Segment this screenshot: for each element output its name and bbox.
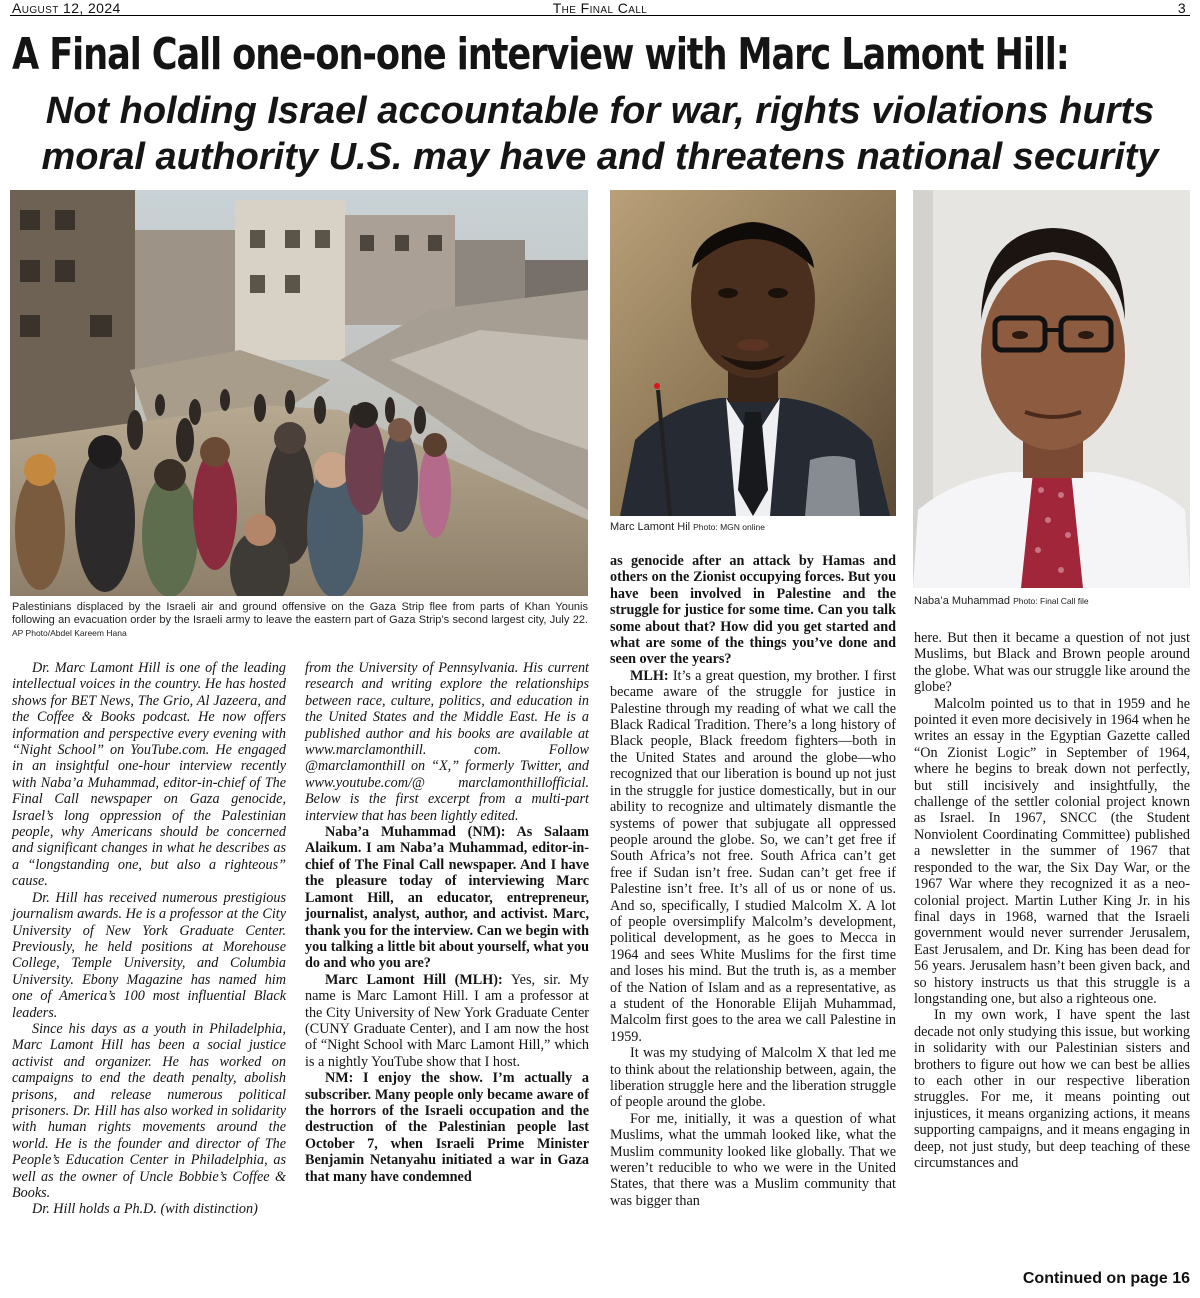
answer-paragraph: here. But then it became a question of not just Muslims, but Black and Brown people around the globe. What was our struggle like around the globe? xyxy=(914,630,1190,696)
subheadline-line-1: Not holding Israel accountable for war, rights violations hurts xyxy=(45,90,1155,132)
intro-paragraph: Dr. Hill has received numerous prestigious journalism awards. He is a professor at the City University of New York Graduate Center. Previously, he held positions at Morehouse College, Temple University, and Columbia University. Ebony Magazine has named him one of America’s 100 most influential Black leaders. xyxy=(12,889,286,1021)
intro-paragraph: Since his days as a youth in Philadelphia, Marc Lamont Hill has been a social justice activist and organizer. He has worked on campaigns to end the death penalty, abolish prisons, and release numerous political prisoners. Dr. Hill has also worked in solidarity with human rights movements around the world. He is the founder and director of The People’s Education Center in Philadelphia, as well as the owner of Uncle Bobbie’s Coffee & Books. xyxy=(12,1020,286,1201)
interview-question: as genocide after an attack by Hamas and others on the Zionist occupying forces. But you have been involved in Palestine and the struggle for justice for some time. Can you talk some about that? How did you get started and what are some of the things you’ve done and seen over the years? xyxy=(610,553,896,668)
gaza-photo-credit: AP Photo/Abdel Kareem Hana xyxy=(12,628,127,638)
speaker-label: MLH: xyxy=(630,667,669,684)
interview-answer xyxy=(305,972,589,1070)
hill-photo-caption xyxy=(610,521,896,534)
interview-question: Naba’a Muhammad (NM): As Salaam Alaikum. I am Naba’a Muhammad, editor-in-chief of The Final Call newspaper. And I have the pleasure today of interviewing Marc Lamont Hill, an educator, entrepreneur, journalist, analyst, author, and activist. Marc, thank you for the interview. Can we begin with you talking a little bit about yourself, what you do and who you are? xyxy=(305,824,589,972)
issue-date: August 12, 2024 xyxy=(12,0,121,16)
article-column-2 xyxy=(305,660,589,1185)
continued-on-page-link[interactable]: Continued on page 16 xyxy=(1022,1270,1190,1287)
intro-paragraph: Dr. Hill holds a Ph.D. (with distinction) xyxy=(32,1201,258,1218)
naba-photo-credit: Photo: Final Call file xyxy=(1013,596,1089,606)
article-column-4 xyxy=(914,630,1190,1171)
intro-paragraph: Dr. Marc Lamont Hill is one of the leading intellectual voices in the country. He has hosted shows for BET News, The Grio, Al Jazeera, and the Coffee & Books podcast. He now offers information and perspective every evening with “Night School” on YouTube.com. He engaged in an insightful one-hour interview recently with Naba’a Muhammad, editor-in-chief of The Final Call newspaper on Gaza genocide, Israel’s long oppression of the Palestinian people, why Americans should be concerned and significant changes in what he describes as a “longstanding one, but also a righteous” cause. xyxy=(12,660,286,890)
subheadline-line-2: moral authority U.S. may have and threatens national security xyxy=(41,136,1159,178)
headline: A Final Call one-on-one interview with Marc Lamont Hill: xyxy=(12,29,1069,80)
interview-question: NM: I enjoy the show. I’m actually a subscriber. Many people only became aware of the horrors of the Israeli occupation and the destruction of the Palestinian people last October 7, when Israeli Prime Minister Benjamin Netanyahu initiated a war in Gaza that many have condemned xyxy=(305,1070,589,1185)
speaker-label: Marc Lamont Hill (MLH): xyxy=(325,971,503,988)
hill-caption-text: Marc Lamont Hil xyxy=(610,521,691,533)
paper-name: The Final Call xyxy=(552,0,648,16)
intro-paragraph: from the University of Pennsylvania. His current research and writing explore the relationships between race, culture, politics, and education in the United States and the Middle East. He is a published author and his books are available at www.marclamonthill. com. Follow @marclamonthill on “X,” formerly Twitter, and www.youtube.com/@ marclamonthillofficial. Below is the first excerpt from a multi-part interview that has been lightly edited. xyxy=(305,660,589,824)
masthead xyxy=(10,0,1190,16)
page-number: 3 xyxy=(1177,0,1186,16)
gaza-caption-text: Palestinians displaced by the Israeli air and ground offensive on the Gaza Strip flee from parts of Khan Younis following an evacuation order by the Israeli army to leave the eastern part of Gaza Strip’s second largest city, July 22. xyxy=(12,601,588,626)
answer-paragraph: It was my studying of Malcolm X that led me to think about the relationship between, again, the liberation struggle here and the liberation struggle of people around the globe. xyxy=(610,1045,896,1111)
answer-text: It’s a great question, my brother. I first became aware of the struggle for justice in Palestine through my reading of what we call the Black Radical Tradition. There’s a long history of Black people, Black freedom fighters—both in the United States and around the globe—who recognized that our liberation is bound up not just in the struggle for justice domestically, but in our ability to recognize and ultimately dismantle the systems of power that subjugate all oppressed people around the globe. So, we can’t get free if South Africa’s not free. South Africa can’t get free if Sudan isn’t free. Sudan can’t get free if Palestine isn’t free. It’s all of us or none of us. And so, specifically, I studied Malcolm X. A lot of people oversimplify Malcolm’s development, political development, as he goes to Mecca in 1964 and sees White Muslims for the first time and loses his mind. But the truth is, as a member of the Nation of Islam and as a representative, as a student of the Honorable Elijah Muhammad, Malcolm first goes to the area we call Palestine in 1959. xyxy=(610,667,897,1045)
naba-caption-text: Naba’a Muhammad xyxy=(914,595,1010,607)
interview-answer xyxy=(610,668,896,1045)
answer-text: Yes, sir. My name is Marc Lamont Hill. I am a professor at the City University of New York Graduate Center (CUNY Graduate Center), and I am now the host of “Night School with Marc Lamont Hill,” which is a nightly YouTube show that I host. xyxy=(305,971,589,1070)
marc-lamont-hill-photo xyxy=(610,190,896,516)
subheadline xyxy=(10,88,1190,180)
nabaa-muhammad-photo xyxy=(913,190,1190,588)
article-column-3 xyxy=(610,553,896,1209)
answer-paragraph: Malcolm pointed us to that in 1959 and he pointed it even more decisively in 1964 when he writes an essay in the Egyptian Gazette called “On Zionist Logic” in September of 1964, where he begins to break down not perfectly, but still incisively and insightfully, the challenge of the settler colonial project known as Israel. In 1967, SNCC (the Student Nonviolent Coordinating Committee) published a newsletter in the summer of 1967 that responded to the war, the Six Day War, or the 1967 War where they recognized it as a neo-colonial project. Martin Luther King Jr. in his final days in 1968, warned that the Israeli government would never surrender Jerusalem, East Jerusalem, and Dr. King has been dead for 56 years. Jerusalem hasn’t been given back, and so history instructs us that this struggle is a longstanding one, but also a righteous one. xyxy=(914,695,1190,1007)
answer-paragraph: For me, initially, it was a question of what Muslims, what the ummah looked like, what the Muslim community looked like globally. That we weren’t reducible to who we were in the United States, that there was a Muslim community that was bigger than xyxy=(610,1110,896,1209)
gaza-photo-caption xyxy=(12,601,588,640)
hill-photo-credit: Photo: MGN online xyxy=(693,522,765,532)
gaza-displacement-photo xyxy=(10,190,588,596)
naba-photo-caption xyxy=(914,595,1190,608)
answer-paragraph: In my own work, I have spent the last decade not only studying this issue, but working in solidarity with our Palestinian sisters and brothers to figure out how we can best be allies to each other in our respective liberation struggles. For me, it means pointing out injustices, it means organizing actions, it means supporting campaigns, and it means engaging in deep, not just study, but deep teaching of these circumstances and xyxy=(914,1007,1190,1171)
article-column-1 xyxy=(12,660,286,1218)
